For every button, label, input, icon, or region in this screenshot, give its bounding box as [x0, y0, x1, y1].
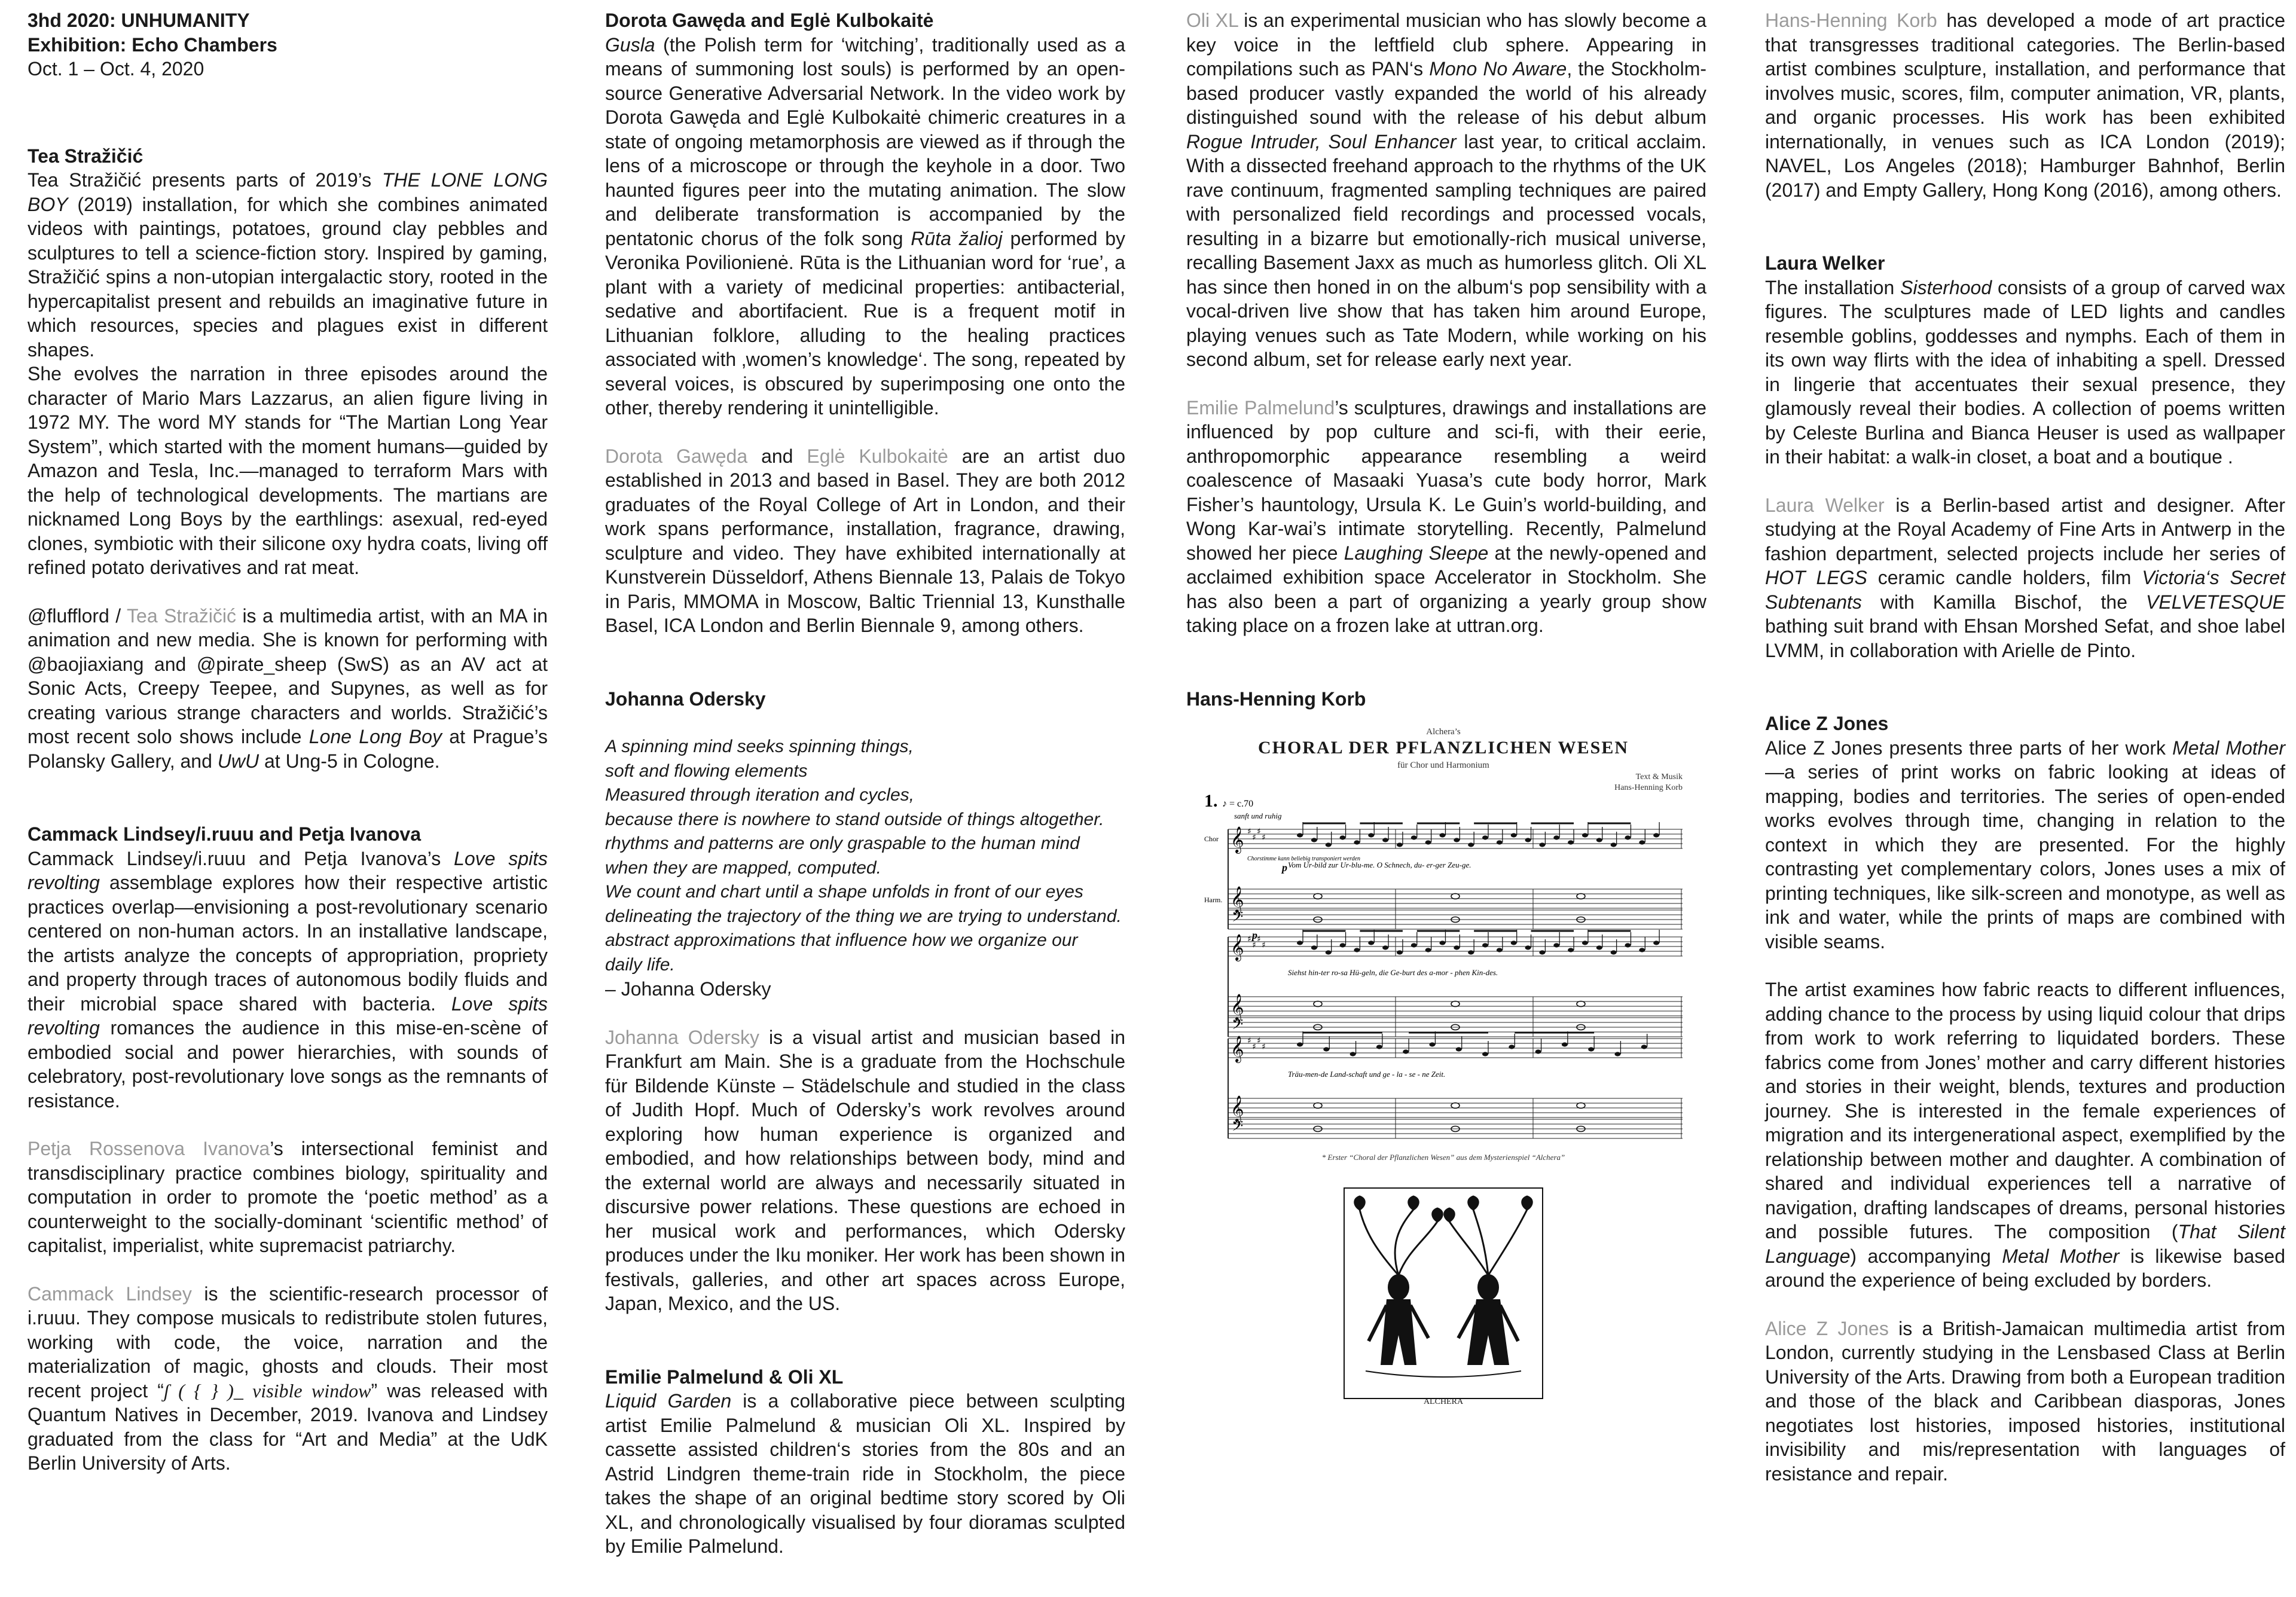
cammack-bio: Cammack Lindsey is the scientific-research processor of i.ruuu. They compose musicals to redistribute stolen futures, working with code, the voice, narration and the materialization of magic, ghosts and clouds. Their most recent project “ʃ ( { } )_ visible window” was released with Quantum Natives in December, 2019. Ivanova and Lindsey graduated from the class for “Art and Media” at the UdK Berlin University of Arts. [28, 1283, 548, 1474]
note-head [1614, 1052, 1620, 1056]
score-pretitle: Alchera’s [1426, 727, 1461, 737]
label-chor: Chor [1204, 835, 1219, 843]
bass-clef: 𝄢 [1232, 1117, 1244, 1138]
note-head [1625, 835, 1631, 839]
note-head [1411, 835, 1417, 839]
note-head [1509, 1045, 1515, 1049]
note-head [1535, 1049, 1541, 1054]
harmonium-note [1314, 1001, 1322, 1007]
note-head [1429, 1042, 1435, 1046]
transposition-note: Chorstimme kann beliebig transponiert werden [1247, 856, 1361, 862]
key-sharp: ♯ [1257, 1036, 1261, 1046]
score-footnote: * Erster “Choral der Pflanzlichen Wesen” aus dem Mysterienspiel “Alchera” [1321, 1153, 1565, 1162]
harmonium-note [1451, 894, 1460, 899]
note-head [1425, 948, 1431, 952]
alice-intro: Alice Z Jones presents three parts of her work Metal Mother—a series of print works on fabric looking at ideas of mapping, bodies and territories. The series of open-ended works evolves through time, changing in relation to the context in which they are presented. For the highly contrasting yet complementary colors, Jones uses a mix of printing techniques, like silk-screen and monotype, as well as ink and water, while the prints of maps are combined with visible seams. [1765, 737, 2286, 952]
lyrics-line: Vom Ur-bild zur Ur-blu-me. O Schnech, du- er-ger Zeu-ge. [1288, 860, 1471, 869]
note-head [1454, 838, 1460, 842]
laura-intro: The installation Sisterhood consists of a group of carved wax figures. The sculptures made of LED lights and candles resemble goblins, goddesses and nymphs. Each of them in its own way flirts with the idea of inhabiting a spell. Dressed in lingerie that accentuates their sexual presence, they glamously reveal their bodies. A collection of poems written by Celeste Burlina and Bianca Heuser is used as wallpaper in their habitat: a walk-in closet, a boat and a boutique . [1765, 276, 2286, 468]
dynamic-mark: p [1252, 929, 1257, 941]
note-head [1553, 835, 1559, 839]
score-subtitle: für Chor und Harmonium [1397, 761, 1489, 770]
note-head [1468, 842, 1474, 847]
poem-credit: – Johanna Odersky [605, 978, 771, 1000]
dorota-bio: Dorota Gawęda and Eglė Kulbokaitė are an artist duo established in 2013 and based in Basel. They are both 2012 graduates of the Royal College of Art in London, and their work spans performance, installation, fragrance, drawing, sculpture and video. They have exhibited internationally at Kunstverein Düsseldorf, Athens Biennale 13, Palais de Tokyo in Paris, MMOMA in Moscow, Baltic Triennial 13, Kunsthalle Basel, ICA London and Berlin Biennale 9, among others. [605, 445, 1126, 636]
section-heading-alice: Alice Z Jones [1765, 713, 1889, 734]
woodcut-illustration [1342, 1186, 1545, 1401]
key-sharp: ♯ [1257, 827, 1261, 836]
note-head [1425, 840, 1431, 844]
harmonium-note [1314, 1103, 1322, 1109]
note-head [1639, 948, 1645, 952]
note-head [1511, 941, 1517, 945]
note-head [1525, 945, 1531, 949]
mandrake-woodcut-image [1342, 1186, 1545, 1414]
poem-line: when they are mapped, computed. [605, 857, 881, 878]
column-2 [605, 8, 1125, 1559]
section-heading-emilie-oli: Emilie Palmelund & Oli XL [605, 1366, 844, 1388]
laura-bio: Laura Welker is a Berlin-based artist and designer. After studying at the Royal Academy of Fine Arts in Antwerp in the fashion department, selected projects include her series of HOT LEGS ceramic candle holders, film Victoria‘s Secret Subtenants with Kamilla Bischof, the VELVETESQUE bathing suit brand with Ehsan Morshed Sefat, and shoe label LVMM, in collaboration with Arielle de Pinto. [1765, 494, 2286, 661]
harmonium-note [1451, 1001, 1460, 1007]
note-head [1368, 941, 1374, 945]
note-head [1568, 948, 1574, 952]
alice-bio: Alice Z Jones is a British-Jamaican multimedia artist from London, currently studying in the Lensbased Class at Berlin University of the Arts. Drawing from both a European tradition and those of the black and Caribbean diasporas, Jones negotiates lost histories, imposed histories, institutional invisibility and mis/representation with languages of resistance and repair. [1765, 1317, 2286, 1485]
note-head [1311, 945, 1317, 949]
note-head [1482, 943, 1488, 947]
note-head [1326, 842, 1332, 847]
johanna-poem [605, 735, 1125, 977]
tea-intro: Tea Stražičić presents parts of 2019’s THE LONE LONG BOY (2019) installation, for which she combines animated videos with paintings, potatoes, ground clay pebbles and sculptures to tell a science-fiction story. Inspired by gaming, Stražičić spins a non-utopian intergalactic story, rooted in the hypercapitalist present and rebuilds an imaginative future in which resources, species and plagues exist in different shapes. [28, 169, 548, 361]
note-head [1368, 833, 1374, 837]
note-head [1588, 1047, 1594, 1051]
note-head [1354, 840, 1360, 844]
hhk-bio: Hans-Henning Korb has developed a mode of art practice that transgresses traditional categories. The Berlin-based artist combines sculpture, installation, and performance that involves music, scores, film, computer animation, VR, plants, and organic processes. His work has been exhibited internationally, in venues such as ICA London (2019); NAVEL, Los Angeles (2018); Hamburger Bahnhof, Berlin (2017) and Empty Gallery, Hong Kong (2016), among others. [1765, 10, 2286, 201]
note-head [1439, 941, 1445, 945]
note-head [1497, 948, 1503, 952]
note-head [1482, 835, 1488, 839]
poem-line: A spinning mind seeks spinning things, [605, 737, 914, 756]
note-head [1611, 950, 1617, 954]
johanna-bio: Johanna Odersky is a visual artist and musician based in Frankfurt am Main. She is a graduate from the Hochschule für Bildende Künste – Städelschule and studied in the class of Judith Hopf. Much of Odersky’s work revolves around exploring how human experience is organized and embodied, and how relationships between body, mind and the external world are always and necessarily situated in discursive power relations. These questions are echoed in her musical work and performances, which Odersky produces under the Iku moniker. Her work has been shown in festivals, galleries, and other art spaces across Europe, Japan, Mexico, and the US. [605, 1026, 1126, 1314]
woodcut-caption: ALCHERA [1423, 1397, 1464, 1406]
bass-clef: 𝄢 [1232, 1016, 1244, 1037]
alice-paragraph-2: The artist examines how fabric reacts to different influences, adding chance to the process by using liquid colour that drips from work to work referring to liquidated borders. These fabrics come from Jones’ mother and carry different histories and stories in their weight, blends, textures and production journey. She is interested in the female experiences of migration and its intergenerational aspect, exemplified by the relationship between mother and daughter. A combination of shared and individual experiences tell a narrative of navigation, drafting landscapes of dreams, personal histories and possible futures. The composition (That Silent Language) accompanying Metal Mother is likewise based around the experience of being excluded by borders. [1765, 979, 2286, 1291]
poem-line: delineating the trajectory of the thing we are trying to understand. [605, 906, 1122, 926]
poem-line: abstract approximations that influence how we organize our [605, 930, 1078, 950]
note-head [1568, 840, 1574, 844]
section-heading-cammack: Cammack Lindsey/i.ruuu and Petja Ivanova [28, 823, 421, 845]
treble-clef: 𝄞 [1231, 826, 1244, 853]
note-head [1354, 948, 1360, 952]
harmonium-note [1577, 1001, 1585, 1007]
score-staves [1198, 793, 1689, 1152]
note-head [1562, 1042, 1568, 1046]
note-head [1596, 945, 1602, 949]
system-number: 1. [1204, 793, 1218, 811]
key-sharp: ♯ [1247, 1036, 1251, 1046]
label-harm: Harm. [1204, 896, 1223, 904]
note-head [1297, 833, 1303, 837]
key-sharp: ♯ [1252, 941, 1256, 950]
key-sharp: ♯ [1247, 935, 1251, 944]
event-title: 3hd 2020: UNHUMANITY [28, 10, 250, 31]
note-head [1340, 835, 1346, 839]
note-head [1482, 1052, 1488, 1056]
note-head [1397, 842, 1403, 847]
note-head [1511, 833, 1517, 837]
note-head [1596, 838, 1602, 842]
note-head [1553, 943, 1559, 947]
note-head [1297, 1042, 1303, 1046]
harmonium-note [1314, 894, 1322, 899]
petja-bio: Petja Rossenova Ivanova’s intersectional feminist and transdisciplinary practice combines biology, spirituality and computation in order to promote the ‘poetic method’ as a counterweight to the socially-dominant ‘scientific method’ of capitalist, imperialist, white supremacist patriarchy. [28, 1138, 548, 1256]
note-head [1382, 838, 1388, 842]
note-head [1297, 941, 1303, 945]
key-sharp: ♯ [1262, 833, 1266, 842]
note-head [1376, 1045, 1382, 1049]
emilie-bio: Emilie Palmelund’s sculptures, drawings and installations are influenced by pop culture and sci-fi, with their eerie, anthropomorphic appearance resembling a weird coalescence of Masaaki Yuasa’s cute body horror, Mark Fisher’s hauntology, Ursula K. Le Guin’s world-building, and Wong Kar-wai’s intimate storytelling. Recently, Palmelund showed her piece Laughing Sleepe at the newly-opened and acclaimed exhibition space Accelerator in Stockholm. She has also been a part of organizing a yearly group show taking place on a frozen lake at uttran.org. [1186, 396, 1707, 636]
note-head [1639, 840, 1645, 844]
tempo-mark: ♪ = c.70 [1222, 799, 1254, 809]
expression-mark: sanft und ruhig [1234, 811, 1282, 820]
score-credit: Text & Musik Hans-Henning Korb [1614, 772, 1683, 792]
poem-line: Measured through iteration and cycles, [605, 785, 914, 805]
dorota-intro: Gusla (the Polish term for ‘witching’, traditionally used as a means of summoning lost souls) is performed by an open-source Generative Adversarial Network. In the video work by Dorota Gawęda and Eglė Kulbokaitė chimeric creatures in a state of ongoing metamorphosis are viewed as if through the lens of a microscope or through the keyhole in a door. Two haunted figures peer into the mutating animation. The slow and deliberate transformation is accompanied by the pentatonic chorus of the folk song Rūta žalioj performed by Veronika Povilionienė. Rūta is the Lithuanian word for ‘rue’, a plant with a variety of medicinal properties: antibacterial, sedative and abortifacient. Rue is a frequent motif in Lithuanian folklore, alluding to the healing practices associated with ‚women’s knowledge‘. The song, repeated by several voices, is obscured by superimposing one onto the other, thereby rendering it unintelligible. [605, 33, 1126, 419]
music-score-figure [1198, 726, 1689, 1163]
cammack-intro: Cammack Lindsey/i.ruuu and Petja Ivanova’s Love spits revolting assemblage explores how their respective artistic practices overlap—envisioning a post-revolutionary scenario centered on non-human actors. In an installative landscape, the artists analyze the concepts of appropriation, propriety and property through traces of autonomous bodily fluids and their microbial space shared with bacteria. Love spits revolting romances the audience in this mise-en-scène of embodied social and power hierarchies, with sounds of celebratory, post-revolutionary love songs as the remnants of resistance. [28, 847, 548, 1112]
section-heading-dorota: Dorota Gawęda and Eglė Kulbokaitė [605, 10, 934, 31]
treble-clef: 𝄞 [1231, 1036, 1244, 1062]
harmonium-note [1451, 1103, 1460, 1109]
note-head [1641, 1045, 1647, 1049]
note-head [1582, 941, 1588, 945]
note-head [1382, 945, 1388, 949]
section-heading-johanna: Johanna Odersky [605, 688, 766, 710]
note-head [1397, 950, 1403, 954]
note-head [1653, 941, 1659, 945]
key-sharp: ♯ [1252, 833, 1256, 842]
note-head [1539, 842, 1545, 847]
treble-clef: 𝄞 [1231, 994, 1244, 1020]
note-head [1439, 833, 1445, 837]
poem-line: because there is nowhere to stand outside of things altogether. [605, 809, 1104, 829]
section-heading-laura: Laura Welker [1765, 252, 1885, 274]
note-head [1403, 1049, 1409, 1054]
key-sharp: ♯ [1262, 941, 1266, 950]
exhibition-title: Exhibition: Echo Chambers [28, 33, 277, 56]
treble-clef: 𝄞 [1231, 886, 1244, 912]
note-head [1454, 945, 1460, 949]
section-heading-hhk: Hans-Henning Korb [1186, 688, 1366, 710]
key-sharp: ♯ [1247, 827, 1251, 836]
section-heading-tea: Tea Stražičić [28, 145, 144, 167]
note-head [1326, 950, 1332, 954]
note-head [1350, 1052, 1356, 1056]
note-head [1525, 838, 1531, 842]
key-sharp: ♯ [1262, 1042, 1266, 1052]
note-head [1611, 842, 1617, 847]
lyrics-line: Siehst hin-ter ro-sa Hü-geln, die Ge-burt des a-mor - phen Kin-des. [1288, 968, 1498, 977]
treble-clef: 𝄞 [1231, 1095, 1244, 1122]
treble-clef: 𝄞 [1231, 934, 1244, 960]
column-1 [28, 8, 548, 1476]
note-head [1456, 1047, 1462, 1051]
note-head [1340, 943, 1346, 947]
note-head [1411, 943, 1417, 947]
dynamic-mark: p [1282, 862, 1287, 874]
liquid-garden-text: Liquid Garden is a collaborative piece between sculpting artist Emilie Palmelund & musician Oli XL. Inspired by cassette assisted children‘s stories from the 80s and an Astrid Lindgren theme-train ride in Stockholm, the piece takes the shape of an original bedtime story scored by Oli XL, and chronologically visualised by four dioramas sculpted by Emilie Palmelund. [605, 1390, 1126, 1557]
note-head [1582, 833, 1588, 837]
tea-bio: @flufflord / Tea Stražičić is a multimedia artist, with an MA in animation and new media. She is known for performing with @baojiaxiang and @pirate_sheep (SwS) as an AV act at Sonic Acts, Creepy Teepee, and Supynes, as well as for creating various strange characters and worlds. Stražičić’s most recent solo shows include Lone Long Boy at Prague’s Polansky Gallery, and UwU at Ung-5 in Cologne. [28, 604, 548, 772]
key-sharp: ♯ [1252, 1042, 1256, 1052]
note-head [1497, 840, 1503, 844]
column-3 [1186, 8, 1706, 1414]
oli-bio: Oli XL is an experimental musician who has slowly become a key voice in the leftfield club sphere. Appearing in compilations such as PAN‘s Mono No Aware, the Stockholm-based producer vastly expanded the world of his already distinguished sound with the release of his debut album Rogue Intruder, Soul Enhancer last year, to critical acclaim. With a dissected freehand approach to the rhythms of the UK rave continuum, fragmented sampling techniques are paired with personalized field recordings and processed vocals, resulting in a bizarre but emotionally-rich musical universe, recalling Basement Jaxx as much as humorless glitch. Oli XL has since then honed in on the album‘s pop sensibility with a vocal-driven live show that has taken him around Europe, playing venues such as Tate Modern, while working on his second album, set for release early next year. [1186, 10, 1707, 370]
tea-paragraph-2: She evolves the narration in three episodes around the character of Mario Mars Lazzarus, an alien figure living in 1972 MY. The word MY stands for “The Martian Long Year System”, which started with the moment humans—guided by Amazon and Tesla, Inc.—managed to terraform Mars with the help of technological developments. The martians are nicknamed Long Boys by the earthlings: asexual, red-eyed clones, symbiotic with their silicone oxy hydra coats, living off refined potato derivatives and rat meat. [28, 363, 548, 578]
poem-line: We count and chart until a shape unfolds in front of our eyes [605, 882, 1083, 902]
note-head [1653, 833, 1659, 837]
note-head [1311, 838, 1317, 842]
column-4 [1765, 8, 2285, 1486]
exhibition-dates: Oct. 1 – Oct. 4, 2020 [28, 58, 204, 80]
poem-line: soft and flowing elements [605, 761, 808, 781]
lyrics-line: Träu-men-de Land-schaft und ge - la - se - ne Zeit. [1288, 1070, 1446, 1079]
note-head [1625, 943, 1631, 947]
note-head [1468, 950, 1474, 954]
harmonium-note [1577, 894, 1585, 899]
poem-line: rhythms and patterns are only graspable to the human mind [605, 833, 1080, 853]
harmonium-note [1577, 1103, 1585, 1109]
note-head [1323, 1047, 1329, 1051]
poem-line: daily life. [605, 954, 675, 975]
score-title: CHORAL DER PFLANZLICHEN WESEN [1257, 738, 1629, 758]
note-head [1539, 950, 1545, 954]
bass-clef: 𝄢 [1232, 908, 1244, 929]
key-sharp: ♯ [1257, 935, 1261, 944]
